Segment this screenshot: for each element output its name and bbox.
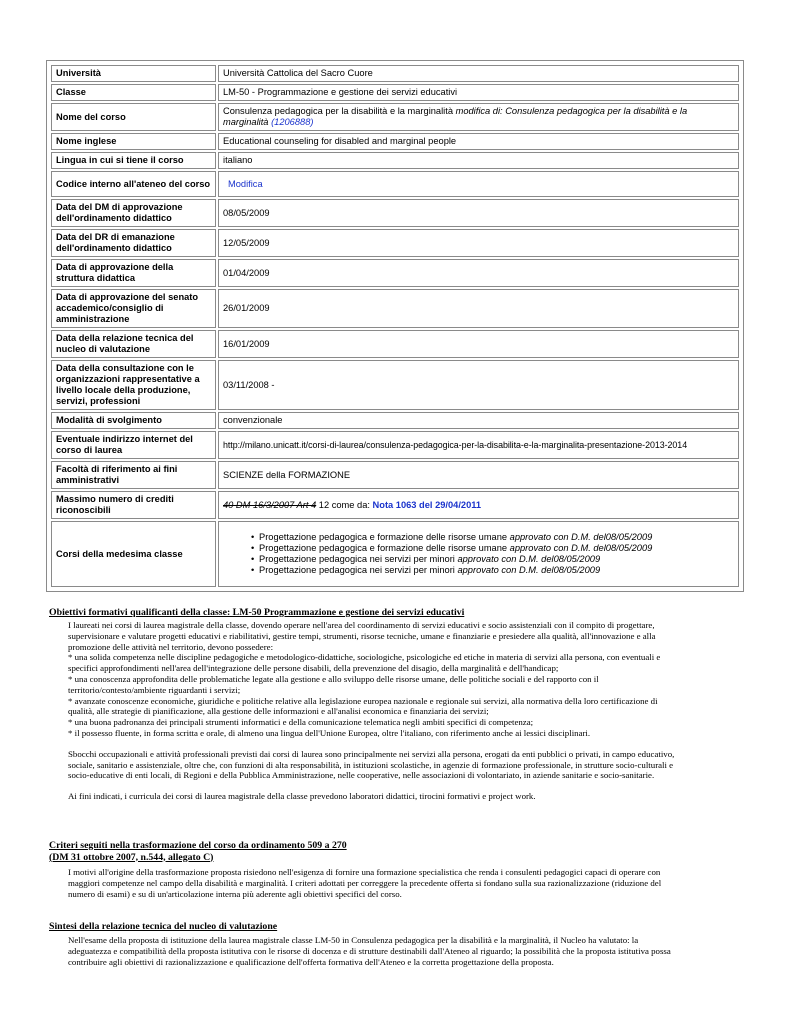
value-classe: LM-50 - Programmazione e gestione dei servizi educativi — [218, 84, 739, 101]
label-lingua: Lingua in cui si tiene il corso — [51, 152, 216, 169]
obiettivi-line: specifici approfondimenti nell'area dell'integrazione delle persone disabili, della prevenzione del disagio, della marginalità e dell'handicap; — [68, 663, 559, 674]
obiettivi-line: supervisionare e valutare progetti educativi e riabilitativi, gestire tempi, strumenti, risorse tecniche, umane e finanziarie e presiedere alla qualità, all'innovazione e alla — [68, 630, 656, 641]
value-lingua: italiano — [218, 152, 739, 169]
sbocchi-line: Sbocchi occupazionali e attività professionali previsti dai corsi di laurea sono principalmente nei servizi alla persona, erogati da enti pubblici o privati, in campo educativo, — [68, 748, 675, 759]
row-data-struttura — [51, 259, 739, 287]
criteri-title-line: Criteri seguiti nella trasformazione del corso da ordinamento 509 a 270 — [49, 840, 347, 851]
corso-name: Progettazione pedagogica nei servizi per minori — [259, 554, 455, 564]
corso-approval: approvato con D.M. del08/05/2009 — [457, 565, 601, 575]
course-code-link[interactable]: (1206888) — [271, 117, 314, 127]
value-facolta: SCIENZE della FORMAZIONE — [218, 461, 739, 489]
label-data-dm: Data del DM di approvazione dell'ordinamento didattico — [51, 199, 216, 227]
sintesi-line: Nell'esame della proposta di istituzione della laurea magistrale classe LM-50 in Consulenza pedagogica per la disabilità e la marginalità, il Nucleo ha valutato: la — [68, 935, 639, 945]
row-data-senato — [51, 289, 739, 328]
label-universita: Università — [51, 65, 216, 82]
value-crediti — [218, 491, 739, 519]
corsi-list — [251, 532, 734, 576]
label-nome-corso: Nome del corso — [51, 103, 216, 131]
value-corsi-medesima — [218, 521, 739, 587]
criteri-line: I motivi all'origine della trasformazione proposta risiedono nell'esigenza di fornire una formazione specialistica che renda i consulenti pedagogici capaci di operare con — [68, 867, 661, 877]
row-lingua — [51, 152, 739, 169]
course-modifica-text: modifica di: Consulenza pedagogica per la disabilità e la marginalità — [223, 106, 688, 127]
corso-item — [251, 554, 734, 565]
obiettivi-line: promozione delle attività nel territorio, devono possedere: — [68, 641, 274, 652]
curricula-line: Ai fini indicati, i curricula dei corsi di laurea magistrale della classe prevedono laboratori didattici, tirocini formativi e project work. — [68, 791, 536, 802]
label-codice-interno: Codice interno all'ateneo del corso — [51, 171, 216, 197]
label-data-struttura: Data di approvazione della struttura didattica — [51, 259, 216, 287]
label-data-consultazione: Data della consultazione con le organizzazioni rappresentative a livello locale della produzione, servizi, professioni — [51, 360, 216, 410]
obiettivi-line: territorio/contesto/ambiente riguardanti i servizi; — [68, 684, 241, 695]
row-nome-corso — [51, 103, 739, 131]
value-modalita: convenzionale — [218, 412, 739, 429]
modifica-link[interactable]: Modifica — [228, 178, 263, 189]
value-universita: Università Cattolica del Sacro Cuore — [218, 65, 739, 82]
row-data-relazione — [51, 330, 739, 358]
row-data-dm — [51, 199, 739, 227]
value-data-dr: 12/05/2009 — [218, 229, 739, 257]
obiettivi-line: qualità, alle strategie di pianificazione, alla gestione delle informazioni e all'analisi economica e finanziaria dei servizi; — [68, 706, 489, 717]
label-data-senato: Data di approvazione del senato accademico/consiglio di amministrazione — [51, 289, 216, 328]
sintesi-body — [68, 935, 736, 967]
sintesi-line: adeguatezza e compatibilità della proposta istitutiva con le risorse di docenza e di strutture destinabili dall'Ateneo al riguardo; la possibilità che la proposta istitutiva possa — [68, 945, 671, 956]
info-table — [49, 63, 741, 589]
crediti-middle: 12 come da: — [316, 499, 373, 510]
obiettivi-title: Obiettivi formativi qualificanti della classe: LM-50 Programmazione e gestione dei servizi educativi — [49, 607, 465, 618]
criteri-title — [49, 840, 347, 863]
obiettivi-line: I laureati nei corsi di laurea magistrale della classe, dovendo operare nell'area del coordinamento di servizi educativi e socio assistenziali con il compito di progettare, — [68, 620, 655, 630]
row-data-dr — [51, 229, 739, 257]
corso-name: Progettazione pedagogica e formazione delle risorse umane — [259, 543, 508, 553]
value-codice-interno — [218, 171, 739, 197]
label-crediti: Massimo numero di crediti riconoscibili — [51, 491, 216, 519]
row-indirizzo-internet — [51, 431, 739, 459]
course-info-table — [46, 60, 744, 592]
label-data-dr: Data del DR di emanazione dell'ordinamento didattico — [51, 229, 216, 257]
row-data-consultazione — [51, 360, 739, 410]
value-data-dm: 08/05/2009 — [218, 199, 739, 227]
corso-approval: approvato con D.M. del08/05/2009 — [509, 543, 653, 553]
corso-name: Progettazione pedagogica nei servizi per minori — [259, 565, 455, 575]
course-name: Consulenza pedagogica per la disabilità e la marginalità — [223, 106, 453, 116]
row-crediti — [51, 491, 739, 519]
crediti-struck: 40 DM 16/3/2007 Art 4 — [223, 499, 317, 510]
value-data-consultazione: 03/11/2008 - — [218, 360, 739, 410]
sbocchi-line: sociale, sanitario e assistenziale, oltre che, con funzioni di alta responsabilità, in istituzioni scolastiche, in agenzie di formazione professionale, in strutture socio-culturali e — [68, 759, 674, 770]
row-codice-interno — [51, 171, 739, 197]
label-classe: Classe — [51, 84, 216, 101]
value-indirizzo-internet: http://milano.unicatt.it/corsi-di-laurea/consulenza-pedagogica-per-la-disabilita-e-la-marginalita-presentazione-2013-2014 — [218, 431, 739, 459]
criteri-body — [68, 867, 736, 899]
row-corsi-medesima — [51, 521, 739, 587]
obiettivi-line: * una conoscenza approfondita delle problematiche legate alla gestione e allo sviluppo delle risorse umane, delle politiche sociali e del rapporto con il — [68, 673, 599, 684]
row-facolta — [51, 461, 739, 489]
criteri-title-line: (DM 31 ottobre 2007, n.544, allegato C) — [49, 851, 214, 863]
sbocchi-line: socio-educative di enti locali, di Regioni e della Pubblica Amministrazione, nelle cooperative, nelle associazioni di volontariato, in aziende sanitarie e socio-sanitarie. — [68, 770, 655, 781]
label-corsi-medesima: Corsi della medesima classe — [51, 521, 216, 587]
row-modalita — [51, 412, 739, 429]
obiettivi-line: * il possesso fluente, in forma scritta e orale, di almeno una lingua dell'Unione Europea, oltre l'italiano, con riferimento anche ai lessici disciplinari. — [68, 727, 591, 738]
row-universita — [51, 65, 739, 82]
value-data-senato: 26/01/2009 — [218, 289, 739, 328]
sintesi-line: contribuire agli obiettivi di razionalizzazione e qualificazione dell'offerta formativa dell'Ateneo e la corretta progettazione della proposta. — [68, 956, 554, 967]
obiettivi-line: * avanzate conoscenze economiche, giuridiche e politiche relative alla legislazione europea nazionale e regionale sui servizi, alla normativa della loro certificazione di — [68, 695, 658, 706]
label-modalita: Modalità di svolgimento — [51, 412, 216, 429]
value-nome-corso — [218, 103, 739, 131]
corso-item — [251, 565, 734, 576]
corso-approval: approvato con D.M. del08/05/2009 — [457, 554, 601, 564]
criteri-line: numero di esami) e su di un'articolazione interna più aderente agli obiettivi specifici del corso. — [68, 888, 402, 899]
label-indirizzo-internet: Eventuale indirizzo internet del corso di laurea — [51, 431, 216, 459]
nota-link[interactable]: Nota 1063 del 29/04/2011 — [372, 499, 482, 510]
criteri-line: maggiori competenze nel campo della disabilità e marginalità. I criteri adottati per correggere la precedente offerta si fondano sulla sua razionalizzazione (riduzione del — [68, 877, 662, 888]
corso-approval: approvato con D.M. del08/05/2009 — [509, 532, 653, 542]
value-data-struttura: 01/04/2009 — [218, 259, 739, 287]
label-nome-inglese: Nome inglese — [51, 133, 216, 150]
corso-item — [251, 543, 734, 554]
value-nome-inglese: Educational counseling for disabled and marginal people — [218, 133, 739, 150]
corso-name: Progettazione pedagogica e formazione delle risorse umane — [259, 532, 508, 542]
corso-item — [251, 532, 734, 543]
row-classe — [51, 84, 739, 101]
label-data-relazione: Data della relazione tecnica del nucleo di valutazione — [51, 330, 216, 358]
obiettivi-body — [68, 620, 736, 802]
value-data-relazione: 16/01/2009 — [218, 330, 739, 358]
row-nome-inglese — [51, 133, 739, 150]
obiettivi-line: * una solida competenza nelle discipline pedagogiche e metodologico-didattiche, sociologiche, psicologiche ed etiche in materia di servizi alla persona, con eventuali e — [68, 652, 661, 663]
sintesi-title: Sintesi della relazione tecnica del nucleo di valutazione — [49, 921, 278, 932]
label-facolta: Facoltà di riferimento ai fini amministrativi — [51, 461, 216, 489]
obiettivi-line: * una buona padronanza dei principali strumenti informatici e della comunicazione telematica negli ambiti specifici di competenza; — [68, 717, 534, 728]
